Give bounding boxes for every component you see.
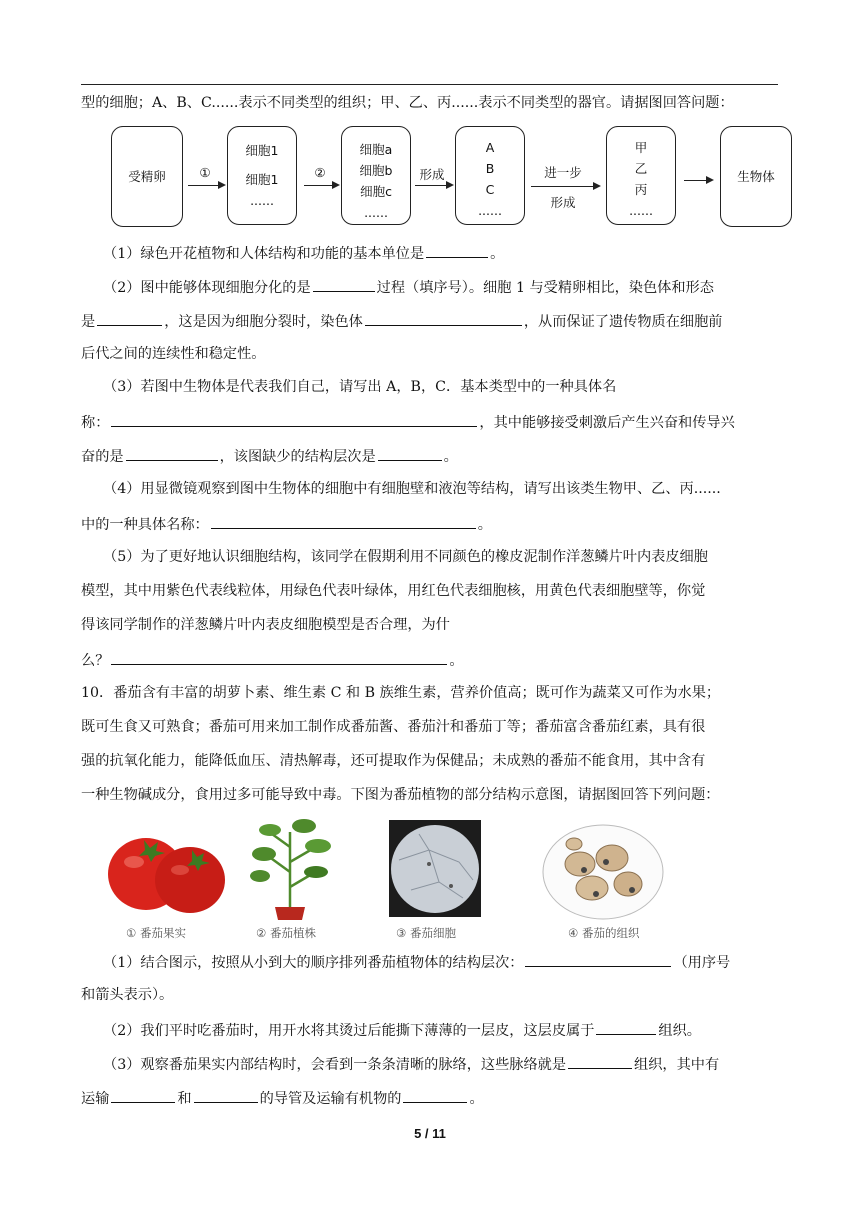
q9-part-2-line-3: 后代之间的连续性和稳定性。 (81, 346, 266, 362)
answer-blank (126, 445, 218, 461)
q10-part-3-line-2 (81, 1087, 781, 1109)
fertilized-egg-label: 受精卵 (128, 169, 166, 184)
q9-p4-text: 。 (477, 517, 492, 533)
q10-p3-text: 。 (469, 1091, 484, 1107)
tomato-tissue-image (540, 822, 666, 922)
answer-blank (211, 513, 476, 529)
q9-part-2-line-1 (103, 276, 803, 298)
q9-p3-text: ，该图缺少的结构层次是 (219, 449, 376, 465)
answer-blank (111, 649, 447, 665)
further-form-label: 形成 (550, 195, 576, 210)
form-label: 形成 (419, 167, 445, 182)
q10-p3-text: 组织，其中有 (634, 1057, 720, 1073)
q9-p2-text: （2）图中能够体现细胞分化的是 (103, 280, 311, 296)
ellipsis: ...... (250, 193, 274, 208)
arrow-step-1 (188, 185, 224, 186)
q10-part-3-line-1 (103, 1053, 803, 1075)
q9-p2-text: ，这是因为细胞分裂时，染色体 (164, 314, 363, 330)
answer-blank (313, 276, 375, 292)
tissue-c-label: C (485, 182, 495, 197)
q9-p3-text: 奋的是 (81, 449, 124, 465)
cell-1-label: 细胞1 (245, 143, 279, 158)
q10-p3-text: 的导管及运输有机物的 (259, 1091, 402, 1107)
answer-blank (111, 1087, 175, 1103)
q9-p1-text: （1）绿色开花植物和人体结构和功能的基本单位是 (103, 246, 425, 262)
q9-p2-text: 是 (81, 314, 96, 330)
q10-p2-text: 组织。 (658, 1023, 701, 1039)
cells-abc-box (341, 126, 411, 225)
q10-p1-text: （用序号 (673, 955, 731, 971)
q9-part-5-line-1: （5）为了更好地认识细胞结构，该同学在假期利用不同颜色的橡皮泥制作洋葱鳞片叶内表皮细胞 (103, 549, 708, 565)
q9-part-3-line-1: （3）若图中生物体是代表我们自己，请写出 A，B，C．基本类型中的一种具体名 (103, 379, 617, 395)
q10-stem-line-3: 强的抗氧化能力，能降低血压、清热解毒，还可提取作为保健品；未成熟的番茄不能食用，其中含有 (81, 753, 706, 769)
q9-part-2-line-2 (81, 310, 781, 332)
answer-blank (596, 1019, 656, 1035)
fertilized-egg-box (111, 126, 183, 227)
ellipsis: ...... (364, 205, 388, 220)
q9-p1-end: 。 (490, 246, 505, 262)
q9-p4-text: 中的一种具体名称： (81, 517, 209, 533)
q10-part-1-line-1 (103, 951, 803, 973)
q9-part-5-line-2: 模型，其中用紫色代表线粒体，用绿色代表叶绿体，用红色代表细胞核，用黄色代表细胞壁等，你觉 (81, 583, 706, 599)
q10-p3-text: （3）观察番茄果实内部结构时，会看到一条条清晰的脉络，这些脉络就是 (103, 1057, 567, 1073)
q10-p3-text: 运输 (81, 1091, 110, 1107)
caption-tomato-fruit: ① 番茄果实 (126, 926, 186, 940)
q9-p3-text: ，其中能够接受刺激后产生兴奋和传导兴 (479, 415, 735, 431)
organ-jia-label: 甲 (634, 140, 648, 155)
q9-p3-text: 称： (81, 415, 110, 431)
q9-part-5-line-4 (81, 649, 781, 671)
tissue-b-label: B (485, 161, 495, 176)
cell-b-label: 细胞b (359, 163, 393, 178)
answer-blank (111, 411, 477, 427)
q10-stem-line-2: 既可生食又可熟食；番茄可用来加工制作成番茄酱、番茄汁和番茄丁等；番茄富含番茄红素，具有很 (81, 719, 706, 735)
answer-blank (568, 1053, 632, 1069)
answer-blank (403, 1087, 467, 1103)
q9-part-3-line-2 (81, 411, 781, 433)
tomato-fruit-image (104, 822, 228, 922)
cell-a-label: 细胞a (359, 142, 393, 157)
answer-blank (194, 1087, 258, 1103)
ellipsis: ...... (478, 203, 502, 218)
q9-part-4-line-1: （4）用显微镜观察到图中生物体的细胞中有细胞壁和液泡等结构，请写出该类生物甲、乙、丙...... (103, 481, 721, 497)
intro-line: 型的细胞；A、B、C......表示不同类型的组织；甲、乙、丙......表示不同类型的器官。请据图回答问题： (81, 95, 734, 111)
q9-p2-text: ，从而保证了遗传物质在细胞前 (523, 314, 723, 330)
arrow-organism (684, 180, 712, 181)
caption-tomato-plant: ② 番茄植株 (256, 926, 316, 940)
further-label: 进一步 (544, 165, 582, 180)
q10-p3-text: 和 (177, 1091, 192, 1107)
arrow-form (415, 185, 452, 186)
tomato-plant-image (242, 812, 337, 922)
answer-blank (426, 242, 488, 258)
page-number: 5 / 11 (414, 1126, 446, 1141)
answer-blank (365, 310, 522, 326)
organism-label: 生物体 (737, 169, 775, 184)
cell-1-label: 细胞1 (245, 172, 279, 187)
tissue-a-label: A (485, 140, 495, 155)
q10-stem-line-1: 10．番茄含有丰富的胡萝卜素、维生素 C 和 B 族维生素，营养价值高；既可作为蔬菜又可作为水果； (81, 685, 721, 701)
organism-box (720, 126, 792, 227)
ellipsis: ...... (629, 203, 653, 218)
organ-yi-label: 乙 (634, 161, 648, 176)
cell-c-label: 细胞c (360, 184, 392, 199)
tomato-cell-micrograph (389, 820, 481, 917)
q9-p2-text: 过程（填序号）。细胞 1 与受精卵相比，染色体和形态 (376, 280, 714, 296)
q9-part-3-line-3 (81, 445, 781, 467)
q10-p1-text: （1）结合图示，按照从小到大的顺序排列番茄植物体的结构层次： (103, 955, 524, 971)
header-rule (81, 84, 778, 85)
answer-blank (97, 310, 162, 326)
q10-part-2 (103, 1019, 803, 1041)
arrow-further-form (531, 186, 599, 187)
caption-tomato-cell: ③ 番茄细胞 (396, 926, 456, 940)
organs-box (606, 126, 676, 225)
answer-blank (525, 951, 671, 967)
step-1-label: ① (199, 165, 211, 180)
arrow-step-2 (304, 185, 338, 186)
q10-part-1-line-2: 和箭头表示）。 (81, 987, 174, 1003)
answer-blank (378, 445, 442, 461)
q9-p3-text: 。 (443, 449, 458, 465)
q9-part-4-line-2 (81, 513, 781, 535)
q9-part-1 (103, 242, 803, 264)
tissues-box (455, 126, 525, 225)
q10-p2-text: （2）我们平时吃番茄时，用开水将其烫过后能撕下薄薄的一层皮，这层皮属于 (103, 1023, 595, 1039)
cells-1-box (227, 126, 297, 225)
q9-part-5-line-3: 得该同学制作的洋葱鳞片叶内表皮细胞模型是否合理，为什 (81, 617, 450, 633)
q9-p5-text: 。 (449, 653, 464, 669)
q10-stem-line-4: 一种生物碱成分，食用过多可能导致中毒。下图为番茄植物的部分结构示意图，请据图回答下列问题： (81, 787, 720, 803)
caption-tomato-tissue: ④ 番茄的组织 (568, 926, 640, 940)
q9-p5-text: 么？ (81, 653, 110, 669)
organ-bing-label: 丙 (634, 182, 648, 197)
step-2-label: ② (314, 165, 326, 180)
